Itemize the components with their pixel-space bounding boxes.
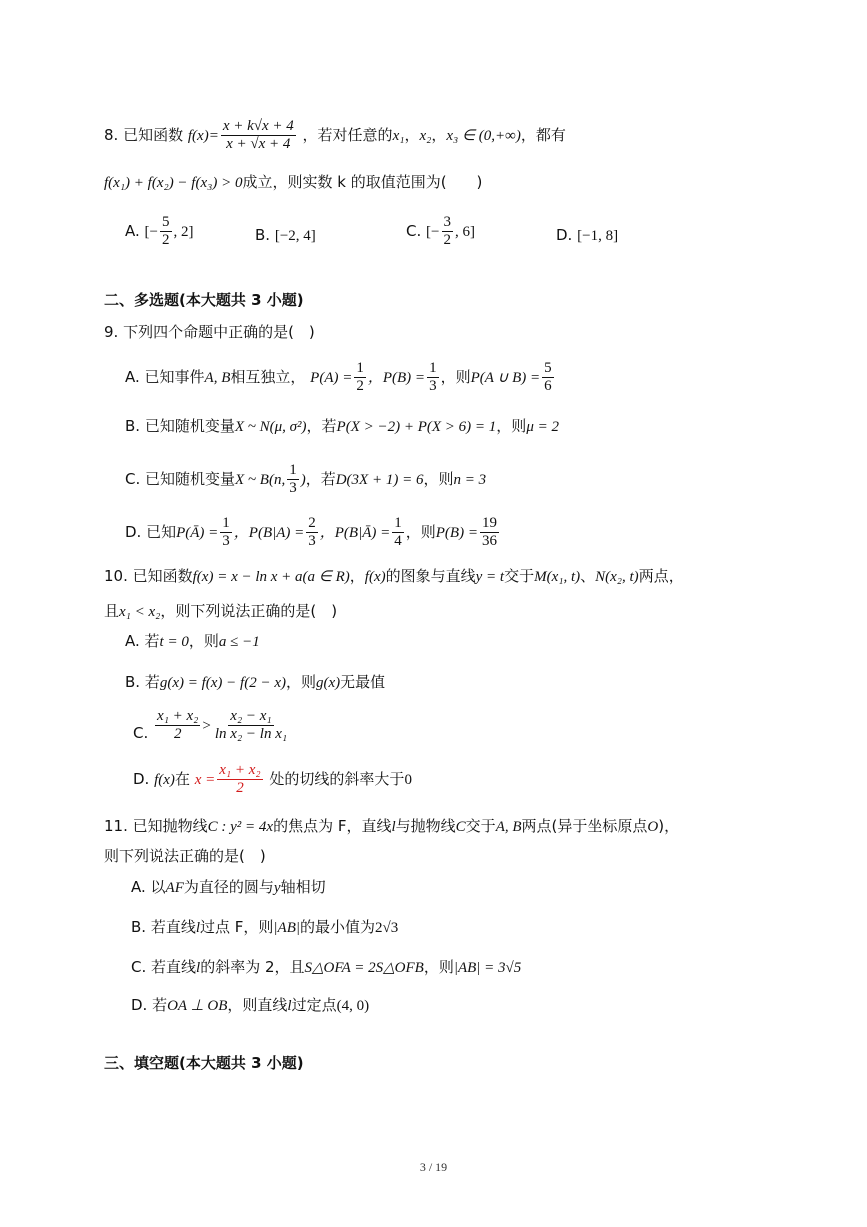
denominator: 3	[289, 480, 297, 496]
q11-b-value: 2√3	[375, 920, 399, 936]
q8-a-tail: , 2]	[173, 224, 194, 240]
fraction	[354, 360, 366, 395]
q8-d-value: [−1, 8]	[577, 228, 619, 244]
option-lead: B. 若	[125, 673, 160, 691]
q9-a-events: A, B	[204, 370, 231, 386]
q8-c-tail: , 6]	[455, 224, 475, 240]
numerator: 5	[162, 214, 170, 230]
q11-o: O	[647, 819, 659, 835]
numerator: 19	[481, 515, 497, 531]
q9-d-p4: P(B) =	[435, 525, 478, 541]
q9-stem: 9. 下列四个命题中正确的是( )	[104, 323, 315, 341]
denominator: 2	[356, 378, 364, 394]
denominator: 6	[544, 378, 552, 394]
q10-d-at: 在	[174, 770, 190, 788]
q9-a-pb: ，P(B) =	[367, 370, 426, 386]
q10-b-g: g(x) = f(x) − f(2 − x)	[159, 675, 286, 691]
q10-stem-e: 且	[104, 602, 120, 620]
q10-b-gx: g(x)	[316, 675, 341, 691]
q11-stem-f: )，	[658, 817, 680, 835]
fraction	[542, 360, 554, 395]
q10-option-c	[133, 708, 291, 743]
q8-function-fraction	[221, 118, 296, 153]
q10-b-tail: 无最值	[340, 673, 386, 691]
q11-line2: 则下列说法正确的是( )	[104, 847, 266, 865]
q10-sep: ，	[349, 567, 365, 585]
q11-stem-d: 交于	[465, 817, 496, 835]
denominator: 2	[162, 232, 170, 248]
q11-stem-c: 与抛物线	[395, 817, 456, 835]
q8-function-numerator: x + k√x + 4	[222, 118, 294, 134]
numerator: 2	[308, 515, 316, 531]
q8-a-fraction	[160, 214, 172, 249]
q9-d-p2: ，P(B|A) =	[233, 525, 305, 541]
q8-option-d	[556, 225, 618, 246]
q8-x1: x₁	[392, 128, 405, 144]
option-lead: A. 若	[125, 632, 160, 650]
q11-l: l	[391, 819, 396, 835]
q9-b-result: μ = 2	[526, 419, 559, 435]
q8-stem-d: 成立，则实数 k 的取值范围为( )	[242, 173, 483, 191]
q11-c-result: |AB| = 3√5	[453, 960, 522, 976]
option-lead: B. 若直线	[131, 918, 196, 936]
denominator: ln x₂ − ln x₁	[214, 726, 288, 742]
numerator: 1	[289, 462, 297, 478]
q9-b-dist: X ~ N(μ, σ²)	[234, 419, 307, 435]
q11-option-b	[131, 917, 398, 938]
q11-b-ab: |AB|	[273, 920, 300, 936]
q11-a-af: AF	[165, 880, 184, 896]
numerator: 1	[356, 360, 364, 376]
numerator: 1	[394, 515, 402, 531]
q9-d-p1: P(Ā) =	[176, 525, 219, 541]
q9-c-result: n = 3	[453, 472, 487, 488]
denominator: 3	[222, 533, 230, 549]
fraction	[155, 708, 200, 743]
q10-stem-c: 交于	[504, 567, 535, 585]
q8-line1	[104, 118, 566, 153]
q8-b-value: [−2, 4]	[274, 228, 316, 244]
option-lead: C. 若直线	[131, 958, 197, 976]
option-lead: D. 已知	[125, 523, 177, 541]
option-label: D.	[133, 770, 150, 788]
q9-option-b	[125, 416, 559, 437]
q10-d-x: x =	[194, 772, 216, 788]
q11-d-mid: ，则直线	[227, 996, 288, 1014]
fraction	[306, 515, 318, 550]
q8-c-fraction	[442, 214, 454, 249]
q11-stem: 11. 已知抛物线	[104, 817, 208, 835]
q10-option-a	[125, 631, 260, 652]
option-lead: A. 已知事件	[125, 368, 205, 386]
q9-d-then: ，则	[405, 523, 436, 541]
q10-option-b	[125, 672, 385, 693]
q8-option-a: A. [− $\frac{5}{2}$ , 2]	[125, 214, 194, 248]
q11-c: C	[455, 819, 466, 835]
option-lead: C. 已知随机变量	[125, 470, 236, 488]
numerator: x₁ + x₂	[219, 762, 261, 778]
option-lead: A. 以	[131, 878, 166, 896]
q10-d-zero: 0	[404, 772, 412, 788]
q8-stem: 8. 已知函数	[104, 126, 184, 144]
q11-d-tail: 过定点	[291, 996, 337, 1014]
section-heading: 二、多选题(本大题共 3 小题)	[104, 291, 304, 309]
q10-stem-b: 的图象与直线	[385, 567, 476, 585]
q11-option-d	[131, 995, 369, 1016]
q11-a-tail: 轴相切	[280, 878, 326, 896]
q8-option-b	[255, 225, 316, 246]
option-label: B.	[255, 226, 271, 244]
q11-b-l: l	[195, 920, 200, 936]
denominator: 3	[429, 378, 437, 394]
q10-stem-f: ，则下列说法正确的是( )	[160, 602, 338, 620]
q9-c-cond: D(3X + 1) = 6	[335, 472, 424, 488]
q11-c-then: ，则	[423, 958, 454, 976]
q11-d-l: l	[287, 998, 292, 1014]
q11-c-mid: 的斜率为 2，且	[200, 958, 305, 976]
q9-b-cond: P(X > −2) + P(X > 6) = 1	[336, 419, 497, 435]
q10-line: y = t	[475, 569, 505, 585]
denominator: 2	[443, 232, 451, 248]
q10-stem-d: 两点，	[638, 567, 684, 585]
q9-a-then: ，则	[440, 368, 471, 386]
fraction	[392, 515, 404, 550]
denominator: 36	[481, 533, 497, 549]
option-label: D.	[556, 226, 573, 244]
q10-fx: f(x)	[364, 569, 386, 585]
numerator: 1	[222, 515, 230, 531]
fraction	[217, 762, 262, 797]
q11-parabola: C : y² = 4x	[207, 819, 274, 835]
q10-function: f(x) = x − ln x + a(a ∈ R)	[192, 569, 350, 585]
fraction	[287, 462, 299, 497]
q8-function-lhs: f(x)=	[187, 128, 219, 144]
q10-point-m: M(x₁, t)	[534, 569, 581, 585]
page-number: 3 / 19	[419, 1160, 448, 1174]
q10-cond: x₁ < x₂	[119, 604, 161, 620]
q9-c-dist: X ~ B(n,	[235, 472, 286, 488]
q9-b-if: ，若	[306, 417, 337, 435]
numerator: 1	[429, 360, 437, 376]
denominator: 3	[308, 533, 316, 549]
q11-line1	[104, 816, 679, 837]
q11-a-mid: 为直径的圆与	[183, 878, 274, 896]
q11-stem-b: 的焦点为 F，直线	[273, 817, 392, 835]
option-label: C.	[133, 724, 149, 742]
option-lead: D. 若	[131, 996, 168, 1014]
denominator: 2	[173, 726, 182, 742]
fraction	[480, 515, 499, 550]
q8-line2	[104, 172, 482, 193]
q11-c-l: l	[196, 960, 201, 976]
q8-x3-set: x₃ ∈ (0,+∞)	[446, 128, 521, 144]
q9-a-pab: P(A ∪ B) =	[470, 370, 541, 386]
q10-a-then: ，则	[188, 632, 219, 650]
q11-a-y: y	[273, 880, 281, 896]
q11-stem-e: 两点(异于坐标原点	[521, 817, 648, 835]
q11-d-perp: OA ⊥ OB	[167, 998, 228, 1014]
q9-b-then: ，则	[496, 417, 527, 435]
q8-function-denominator: x + √x + 4	[226, 136, 291, 152]
fraction	[213, 708, 289, 743]
q11-ab: A, B	[495, 819, 522, 835]
numerator: x₁ + x₂	[157, 708, 199, 724]
q9-c-then: ，则	[423, 470, 454, 488]
fraction	[427, 360, 439, 395]
q10-d-tail: 处的切线的斜率大于	[269, 770, 405, 788]
numerator: 5	[544, 360, 552, 376]
q11-b-mid2: 的最小值为	[299, 918, 375, 936]
q8-option-c: C. [− $\frac{3}{2}$ , 6]	[406, 214, 475, 248]
q8-stem-c: ，都有	[520, 126, 566, 144]
fraction	[220, 515, 232, 550]
q11-option-a	[131, 877, 326, 898]
q10-c-gt: >	[202, 718, 211, 734]
q9-option-c	[125, 462, 486, 497]
q11-option-c	[131, 957, 521, 978]
q9-a-mid: 相互独立，	[230, 368, 306, 386]
q8-inequality: f(x₁) + f(x₂) − f(x₃) > 0	[104, 175, 243, 191]
q10-d-fx: f(x)	[154, 772, 175, 788]
option-lead: B. 已知随机变量	[125, 417, 235, 435]
q9-option-a	[125, 360, 556, 395]
q10-a-result: a ≤ −1	[218, 634, 260, 650]
q11-d-point: (4, 0)	[336, 998, 370, 1014]
q10-line1	[104, 566, 684, 587]
option-label: A.	[125, 222, 140, 240]
q10-line2	[104, 601, 337, 622]
q9-a-pa: P(A) =	[310, 370, 353, 386]
q10-option-d	[133, 762, 412, 797]
q9-c-if: ，若	[305, 470, 336, 488]
section-heading: 三、填空题(本大题共 3 小题)	[104, 1054, 304, 1072]
q10-b-then: ，则	[285, 673, 316, 691]
q10-a-cond: t = 0	[159, 634, 189, 650]
option-label: C.	[406, 222, 422, 240]
numerator: x₂ − x₁	[230, 708, 272, 724]
denominator: 4	[394, 533, 402, 549]
q8-x2: x₂	[419, 128, 432, 144]
q10-point-n: N(x₂, t)	[595, 569, 639, 585]
q8-stem-b: ，若对任意的	[302, 126, 393, 144]
q8-sep: ，	[431, 126, 447, 144]
q9-c-close: )	[300, 472, 306, 488]
q11-c-area: S△OFA = 2S△OFB	[304, 960, 424, 976]
q10-stem: 10. 已知函数	[104, 567, 193, 585]
q9-option-d	[125, 515, 501, 550]
numerator: 3	[443, 214, 451, 230]
denominator: 2	[236, 780, 244, 796]
q8-sep: ，	[404, 126, 420, 144]
q9-d-p3: ，P(B|Ā) =	[319, 525, 391, 541]
q10-dun: 、	[580, 567, 596, 585]
q11-b-mid: 过点 F，则	[200, 918, 274, 936]
